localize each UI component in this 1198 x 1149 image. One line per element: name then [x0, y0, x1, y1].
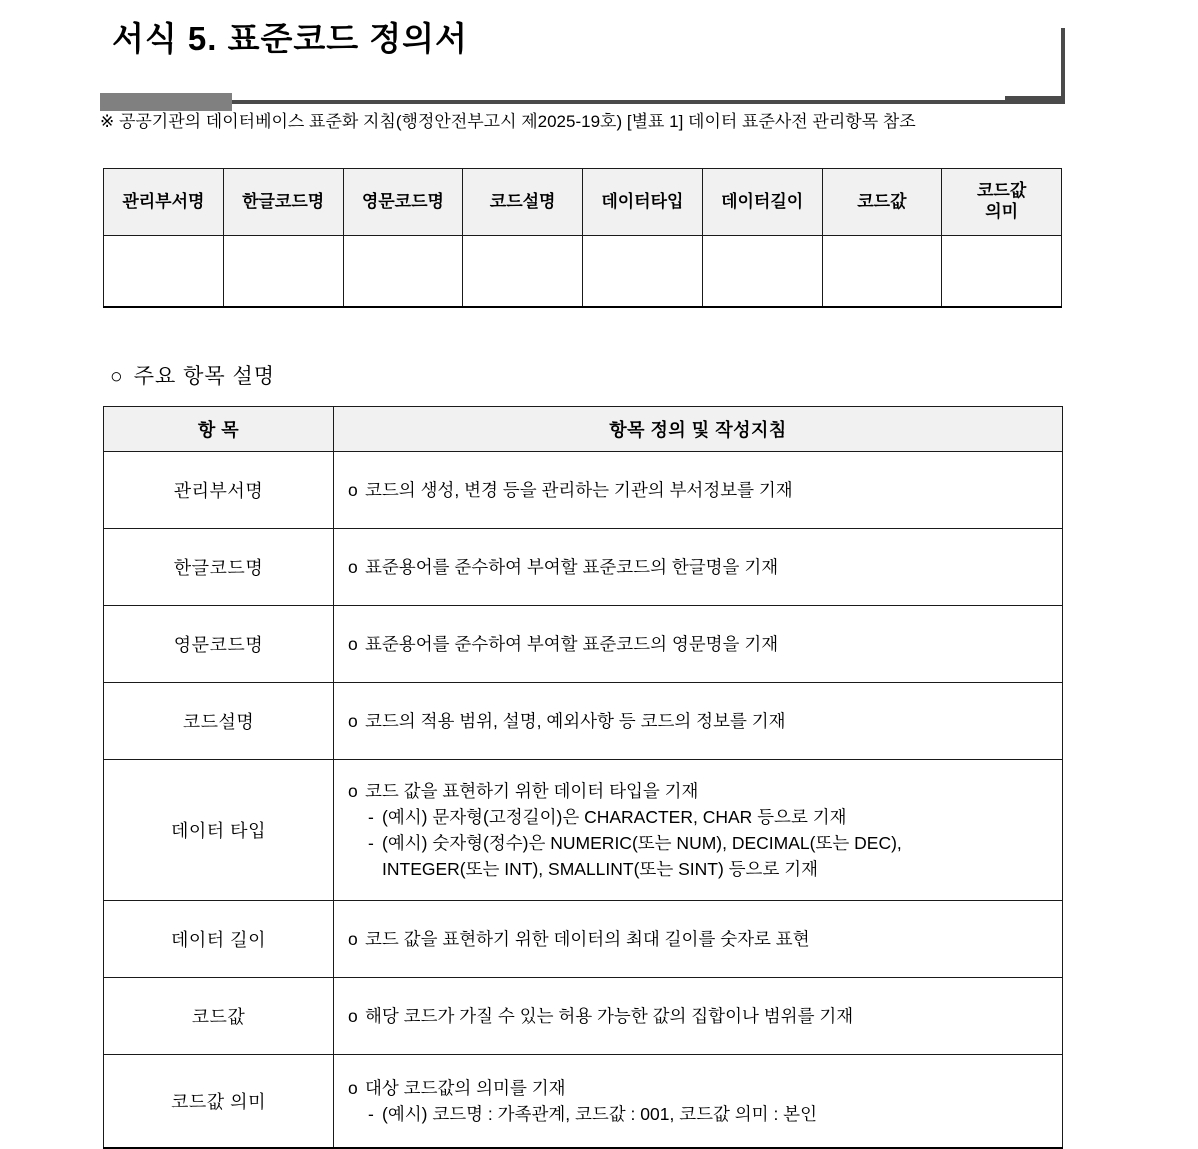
guide-item-description — [334, 760, 1063, 901]
section-heading-label: 주요 항목 설명 — [133, 365, 276, 388]
dash-icon: - — [368, 1104, 374, 1124]
guide-item-label: 코드설명 — [104, 683, 334, 760]
guide-description-line — [348, 554, 1056, 580]
form-cell-data-length[interactable] — [702, 236, 822, 308]
guide-description-line — [348, 708, 1056, 734]
guide-header-definition: 항목 정의 및 작성지침 — [334, 407, 1063, 452]
bullet-o-icon: o — [348, 928, 358, 949]
guide-item-label: 코드값 의미 — [104, 1055, 334, 1149]
guide-description-text: 코드의 생성, 변경 등을 관리하는 기관의 부서정보를 기재 — [365, 479, 793, 500]
guide-description-text: 코드의 적용 범위, 설명, 예외사항 등 코드의 정보를 기재 — [365, 710, 786, 731]
table-row — [104, 529, 1063, 606]
table-row — [104, 452, 1063, 529]
table-row — [104, 760, 1063, 901]
guide-item-label: 코드값 — [104, 978, 334, 1055]
guide-item-description — [334, 1055, 1063, 1149]
form-header-english-code-name: 영문코드명 — [343, 169, 463, 236]
guide-item-description — [334, 606, 1063, 683]
bullet-o-icon: o — [348, 1005, 358, 1026]
table-row — [104, 901, 1063, 978]
guide-item-label: 데이터 타입 — [104, 760, 334, 901]
form-header-code-value: 코드값 — [822, 169, 942, 236]
guide-description-text: 대상 코드값의 의미를 기재 — [365, 1077, 566, 1098]
guide-description-text: 표준용어를 준수하여 부여할 표준코드의 한글명을 기재 — [365, 556, 779, 577]
guide-description-line — [348, 856, 1056, 882]
bullet-o-icon: o — [348, 780, 358, 801]
table-row — [104, 606, 1063, 683]
form-header-code-description: 코드설명 — [463, 169, 583, 236]
bullet-o-icon: o — [348, 1077, 358, 1098]
guide-description-text: (예시) 문자형(고정길이)은 CHARACTER, CHAR 등으로 기재 — [382, 806, 847, 827]
guide-description-line — [348, 631, 1056, 657]
guide-item-label: 관리부서명 — [104, 452, 334, 529]
form-header-data-type: 데이터타입 — [583, 169, 703, 236]
table-row — [104, 1055, 1063, 1149]
guide-description-text: 해당 코드가 가질 수 있는 허용 가능한 값의 집합이나 범위를 기재 — [365, 1005, 854, 1026]
guide-description-text: 코드 값을 표현하기 위한 데이터 타입을 기재 — [365, 780, 699, 801]
guide-table-header-row — [104, 407, 1063, 452]
bullet-o-icon: o — [348, 479, 358, 500]
form-table-header-row — [104, 169, 1062, 236]
guide-description-text: 코드 값을 표현하기 위한 데이터의 최대 길이를 숫자로 표현 — [365, 928, 810, 949]
form-header-data-length: 데이터길이 — [702, 169, 822, 236]
guide-description-text: (예시) 코드명 : 가족관계, 코드값 : 001, 코드값 의미 : 본인 — [382, 1104, 817, 1124]
table-row — [104, 683, 1063, 760]
title-block — [100, 18, 1065, 108]
bullet-o-icon: o — [348, 633, 358, 654]
guide-description-line — [348, 1003, 1056, 1029]
table-row — [104, 978, 1063, 1055]
rule-gray-block — [100, 93, 232, 111]
guide-item-description — [334, 978, 1063, 1055]
guide-description-text: INTEGER(또는 INT), SMALLINT(또는 SINT) 등으로 기재 — [382, 859, 819, 880]
form-cell-data-type[interactable] — [583, 236, 703, 308]
guide-header-item: 항 목 — [104, 407, 334, 452]
page-title: 서식 5. 표준코드 정의서 — [112, 20, 468, 57]
form-header-korean-code-name: 한글코드명 — [223, 169, 343, 236]
rule-line — [232, 100, 1065, 104]
standard-code-form-table — [103, 168, 1062, 308]
guide-description-line — [348, 830, 1056, 856]
bullet-o-icon: o — [348, 556, 358, 577]
form-cell-korean-code-name[interactable] — [223, 236, 343, 308]
form-table-entry-row — [104, 236, 1062, 308]
item-guideline-table — [103, 406, 1063, 1149]
form-cell-english-code-name[interactable] — [343, 236, 463, 308]
form-cell-code-value-meaning[interactable] — [942, 236, 1062, 308]
guide-description-line — [348, 778, 1056, 804]
dash-icon: - — [368, 833, 374, 853]
form-header-code-value-meaning — [942, 169, 1062, 236]
guide-description-line — [348, 926, 1056, 952]
guide-table-body — [104, 452, 1063, 1149]
guide-description-line — [348, 1075, 1056, 1101]
guide-item-label: 영문코드명 — [104, 606, 334, 683]
guide-item-description — [334, 529, 1063, 606]
form-header-managing-dept: 관리부서명 — [104, 169, 224, 236]
guide-description-line — [348, 1101, 1056, 1127]
form-cell-code-description[interactable] — [463, 236, 583, 308]
dash-icon: - — [368, 806, 374, 827]
section-heading — [110, 360, 275, 390]
circle-bullet-icon: ○ — [110, 365, 124, 388]
subtitle-note: ※ 공공기관의 데이터베이스 표준화 지침(행정안전부고시 제2025-19호) [별표 1] 데이터 표준사전 관리항목 참조 — [100, 112, 916, 131]
guide-item-description — [334, 683, 1063, 760]
bullet-o-icon: o — [348, 710, 358, 731]
form-header-code-value-meaning-line2: 의미 — [985, 202, 1019, 221]
guide-item-description — [334, 452, 1063, 529]
form-cell-managing-dept[interactable] — [104, 236, 224, 308]
guide-description-text: 표준용어를 준수하여 부여할 표준코드의 영문명을 기재 — [365, 633, 779, 654]
guide-description-line — [348, 477, 1056, 503]
form-cell-code-value[interactable] — [822, 236, 942, 308]
title-corner-bracket — [1005, 28, 1065, 100]
guide-item-description — [334, 901, 1063, 978]
guide-description-text: (예시) 숫자형(정수)은 NUMERIC(또는 NUM), DECIMAL(또는 DEC), — [382, 833, 902, 853]
guide-item-label: 한글코드명 — [104, 529, 334, 606]
guide-item-label: 데이터 길이 — [104, 901, 334, 978]
form-header-code-value-meaning-line1: 코드값 — [976, 181, 1027, 201]
guide-description-line — [348, 804, 1056, 830]
